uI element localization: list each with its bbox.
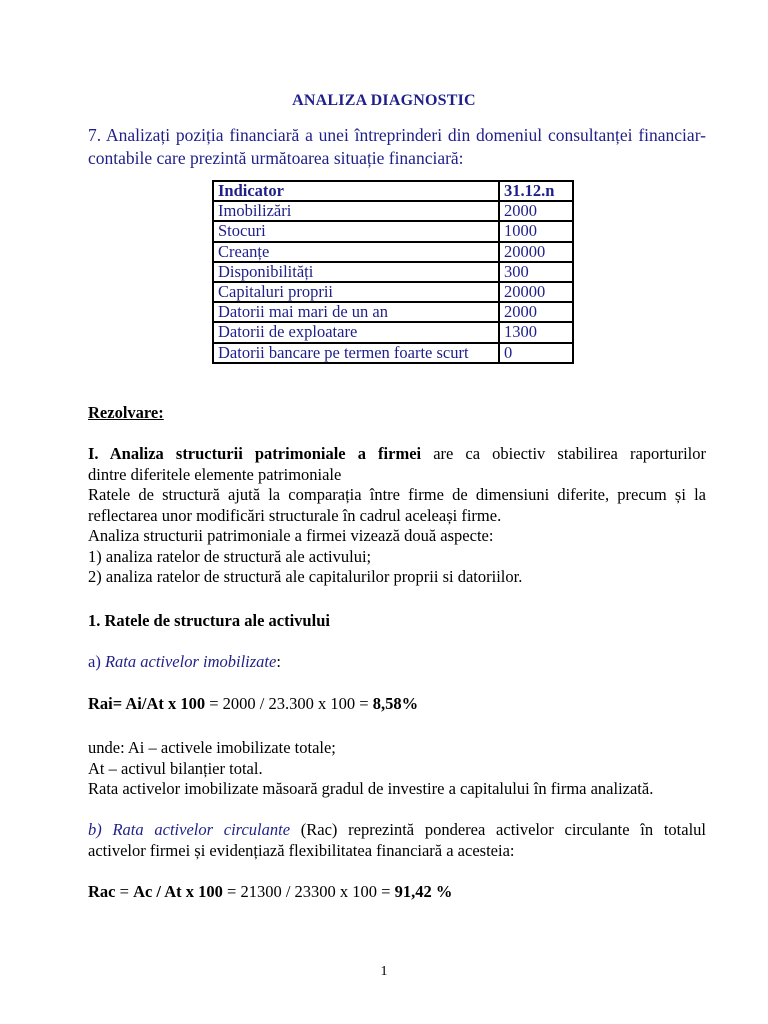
rai-explain-line: Rata activelor imobilizate măsoară gradul de investire a capitalului în firma analizată. (88, 779, 654, 798)
question-line-1: 7. Analizați poziția financiară a unei întreprinderi din domeniul consultanței financiar- (88, 125, 706, 145)
row-value: 20000 (499, 242, 573, 262)
question-line-2: contabile care prezintă următoarea situație financiară: (88, 148, 464, 168)
section-1-line-4: reflectarea unor modificări structurale în cadrul aceleași firme. (88, 505, 502, 525)
table-row (213, 242, 573, 262)
row-label: Disponibilități (213, 262, 499, 282)
question-text (88, 124, 706, 170)
header-indicator: Indicator (213, 181, 499, 201)
row-label: Capitaluri proprii (213, 282, 499, 302)
row-value: 1300 (499, 322, 573, 342)
row-label: Datorii bancare pe termen foarte scurt (213, 343, 499, 363)
rai-unde-line-2: At – activul bilanțier total. (88, 758, 263, 778)
row-label: Datorii mai mari de un an (213, 302, 499, 322)
rai-formula: Rai= Ai/At x 100 = 2000 / 23.300 x 100 = 8,58% (88, 694, 419, 713)
row-value: 2000 (499, 302, 573, 322)
section-1-line-2: dintre diferitele elemente patrimoniale (88, 464, 342, 484)
table-row (213, 302, 573, 322)
section-1-line-1: I. Analiza structurii patrimoniale a firmei are ca obiectiv stabilirea raporturilor (88, 444, 707, 463)
row-value: 2000 (499, 201, 573, 221)
rai-explanation (88, 738, 706, 800)
table-row (213, 262, 573, 282)
rai-label: a) Rata activelor imobilizate: (88, 652, 281, 671)
table-header-row (213, 181, 573, 201)
section-1-line-3: Ratele de structură ajută la comparația între firme de dimensiuni diferite, precum și la (88, 485, 706, 504)
rac-line-1: b) Rata activelor circulante (Rac) reprezintă ponderea activelor circulante în totalul (88, 820, 706, 839)
financial-table (212, 180, 574, 364)
row-value: 1000 (499, 221, 573, 241)
section-1-line-5: Analiza structurii patrimoniale a firmei vizează două aspecte: (88, 526, 494, 545)
page-number: 1 (380, 964, 388, 979)
table-row (213, 282, 573, 302)
section-1-text (88, 444, 706, 588)
table-row (213, 322, 573, 342)
row-label: Stocuri (213, 221, 499, 241)
row-label: Imobilizări (213, 201, 499, 221)
rac-line-2: activelor firmei și evidențiază flexibilitatea financiară a acesteia: (88, 840, 515, 860)
rac-formula: Rac = Ac / At x 100 = 21300 / 23300 x 100 = 91,42 % (88, 882, 453, 901)
row-label: Datorii de exploatare (213, 322, 499, 342)
rai-unde-line-1: unde: Ai – activele imobilizate totale; (88, 738, 336, 757)
header-date: 31.12.n (499, 181, 573, 201)
table-row (213, 201, 573, 221)
section-1-line-6: 1) analiza ratelor de structură ale activului; (88, 546, 372, 566)
row-label: Creanțe (213, 242, 499, 262)
section-1-line-7: 2) analiza ratelor de structură ale capitalurilor proprii si datoriilor. (88, 567, 523, 586)
document-title: ANALIZA DIAGNOSTIC (292, 92, 476, 109)
rac-description (88, 820, 706, 861)
table-row (213, 221, 573, 241)
subsection-1-heading: 1. Ratele de structura ale activului (88, 611, 330, 630)
table-row (213, 343, 573, 363)
rezolvare-heading: Rezolvare: (88, 403, 164, 422)
row-value: 0 (499, 343, 573, 363)
row-value: 300 (499, 262, 573, 282)
section-1-heading: I. Analiza structurii patrimoniale a firmei (88, 444, 422, 463)
row-value: 20000 (499, 282, 573, 302)
